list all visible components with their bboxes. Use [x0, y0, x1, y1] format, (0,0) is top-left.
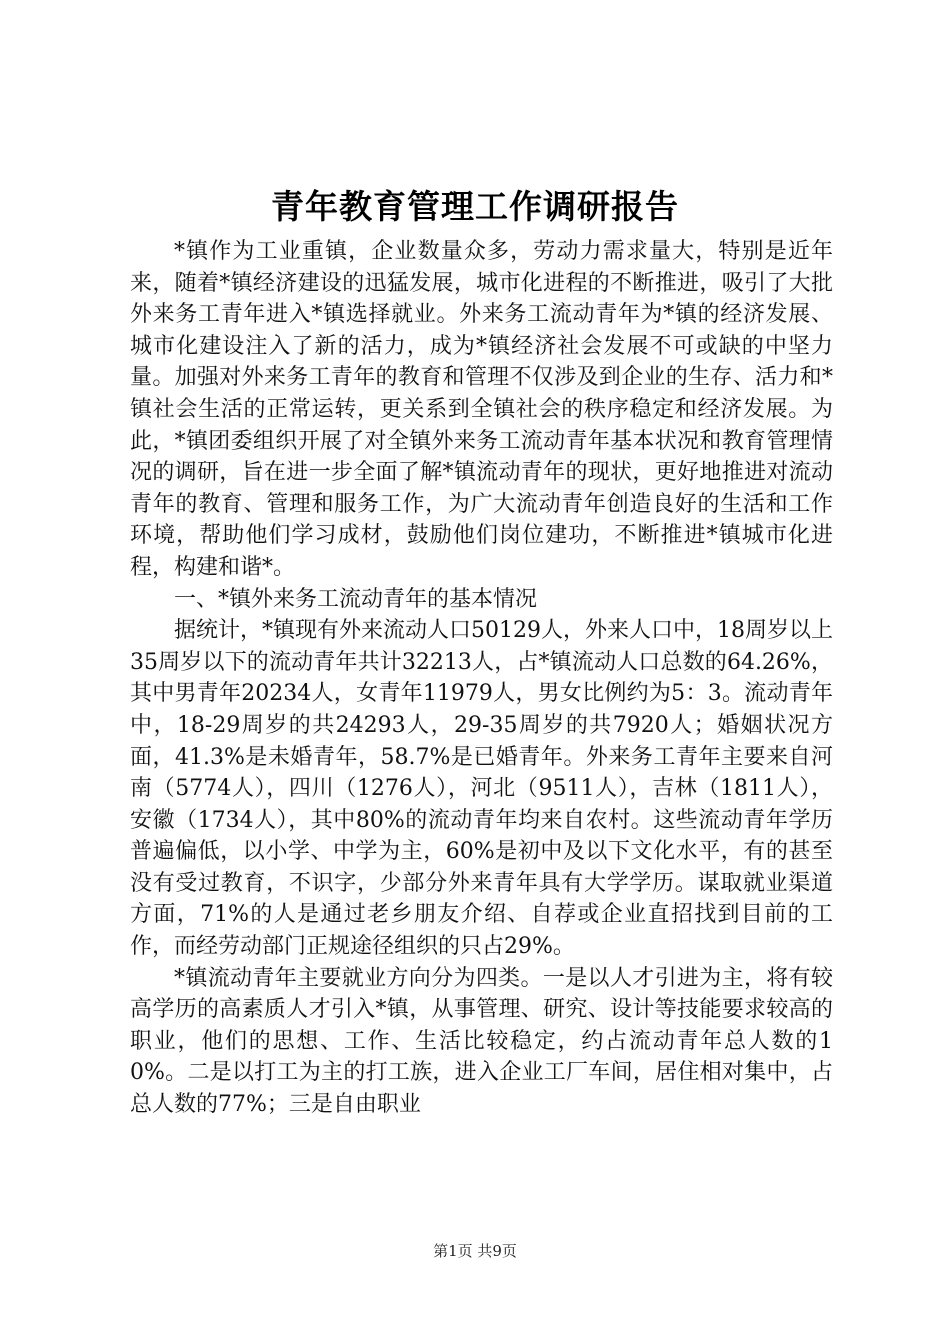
- section-heading: 一、*镇外来务工流动青年的基本情况: [174, 586, 538, 612]
- paragraph-intro: *镇作为工业重镇，企业数量众多，劳动力需求量大，特别是近年来，随着*镇经济建设的迅猛发展，城市化进程的不断推进，吸引了大批外来务工青年进入*镇选择就业。外来务工流动青年为*镇的经济发展、城市化建设注入了新的活力，成为*镇经济社会发展不可或缺的中坚力量。加强对外来务工青年的教育和管理不仅涉及到企业的生存、活力和*镇社会生活的正常运转，更关系到全镇社会的秩序稳定和经济发展。为此，*镇团委组织开展了对全镇外来务工流动青年基本状况和教育管理情况的调研，旨在进一步全面了解*镇流动青年的现状，更好地推进对流动青年的教育、管理和服务工作，为广大流动青年创造良好的生活和工作环境，帮助他们学习成材，鼓励他们岗位建功，不断推进*镇城市化进程，构建和谐*。: [130, 239, 833, 580]
- page-footer: 第1页 共9页: [433, 1242, 517, 1260]
- paragraph-statistics: 据统计，*镇现有外来流动人口50129人，外来人口中，18周岁以上35周岁以下的流动青年共计32213人，占*镇流动人口总数的64.26%，其中男青年20234人，女青年11979人，男女比例约为5：3。流动青年中，18-29周岁的共24293人，29-35周岁的共7920人；婚姻状况方面，41.3%是未婚青年，58.7%是已婚青年。外来务工青年主要来自河南（5774人），四川（1276人），河北（9511人），吉林（1811人），安徽（1734人），其中80%的流动青年均来自农村。这些流动青年学历普遍偏低，以小学、中学为主，60%是初中及以下文化水平，有的甚至没有受过教育，不识字，少部分外来青年具有大学学历。谋取就业渠道方面，71%的人是通过老乡朋友介绍、自荐或企业直招找到目前的工作，而经劳动部门正规途径组织的只占29%。: [130, 618, 833, 960]
- document-title: 青年教育管理工作调研报告: [271, 187, 679, 226]
- document-body: [130, 236, 833, 1121]
- paragraph-employment: *镇流动青年主要就业方向分为四类。一是以人才引进为主，将有较高学历的高素质人才引入*镇，从事管理、研究、设计等技能要求较高的职业，他们的思想、工作、生活比较稳定，约占流动青年总人数的10%。二是以打工为主的打工族，进入企业工厂车间，居住相对集中，占总人数的77%；三是自由职业: [130, 965, 833, 1118]
